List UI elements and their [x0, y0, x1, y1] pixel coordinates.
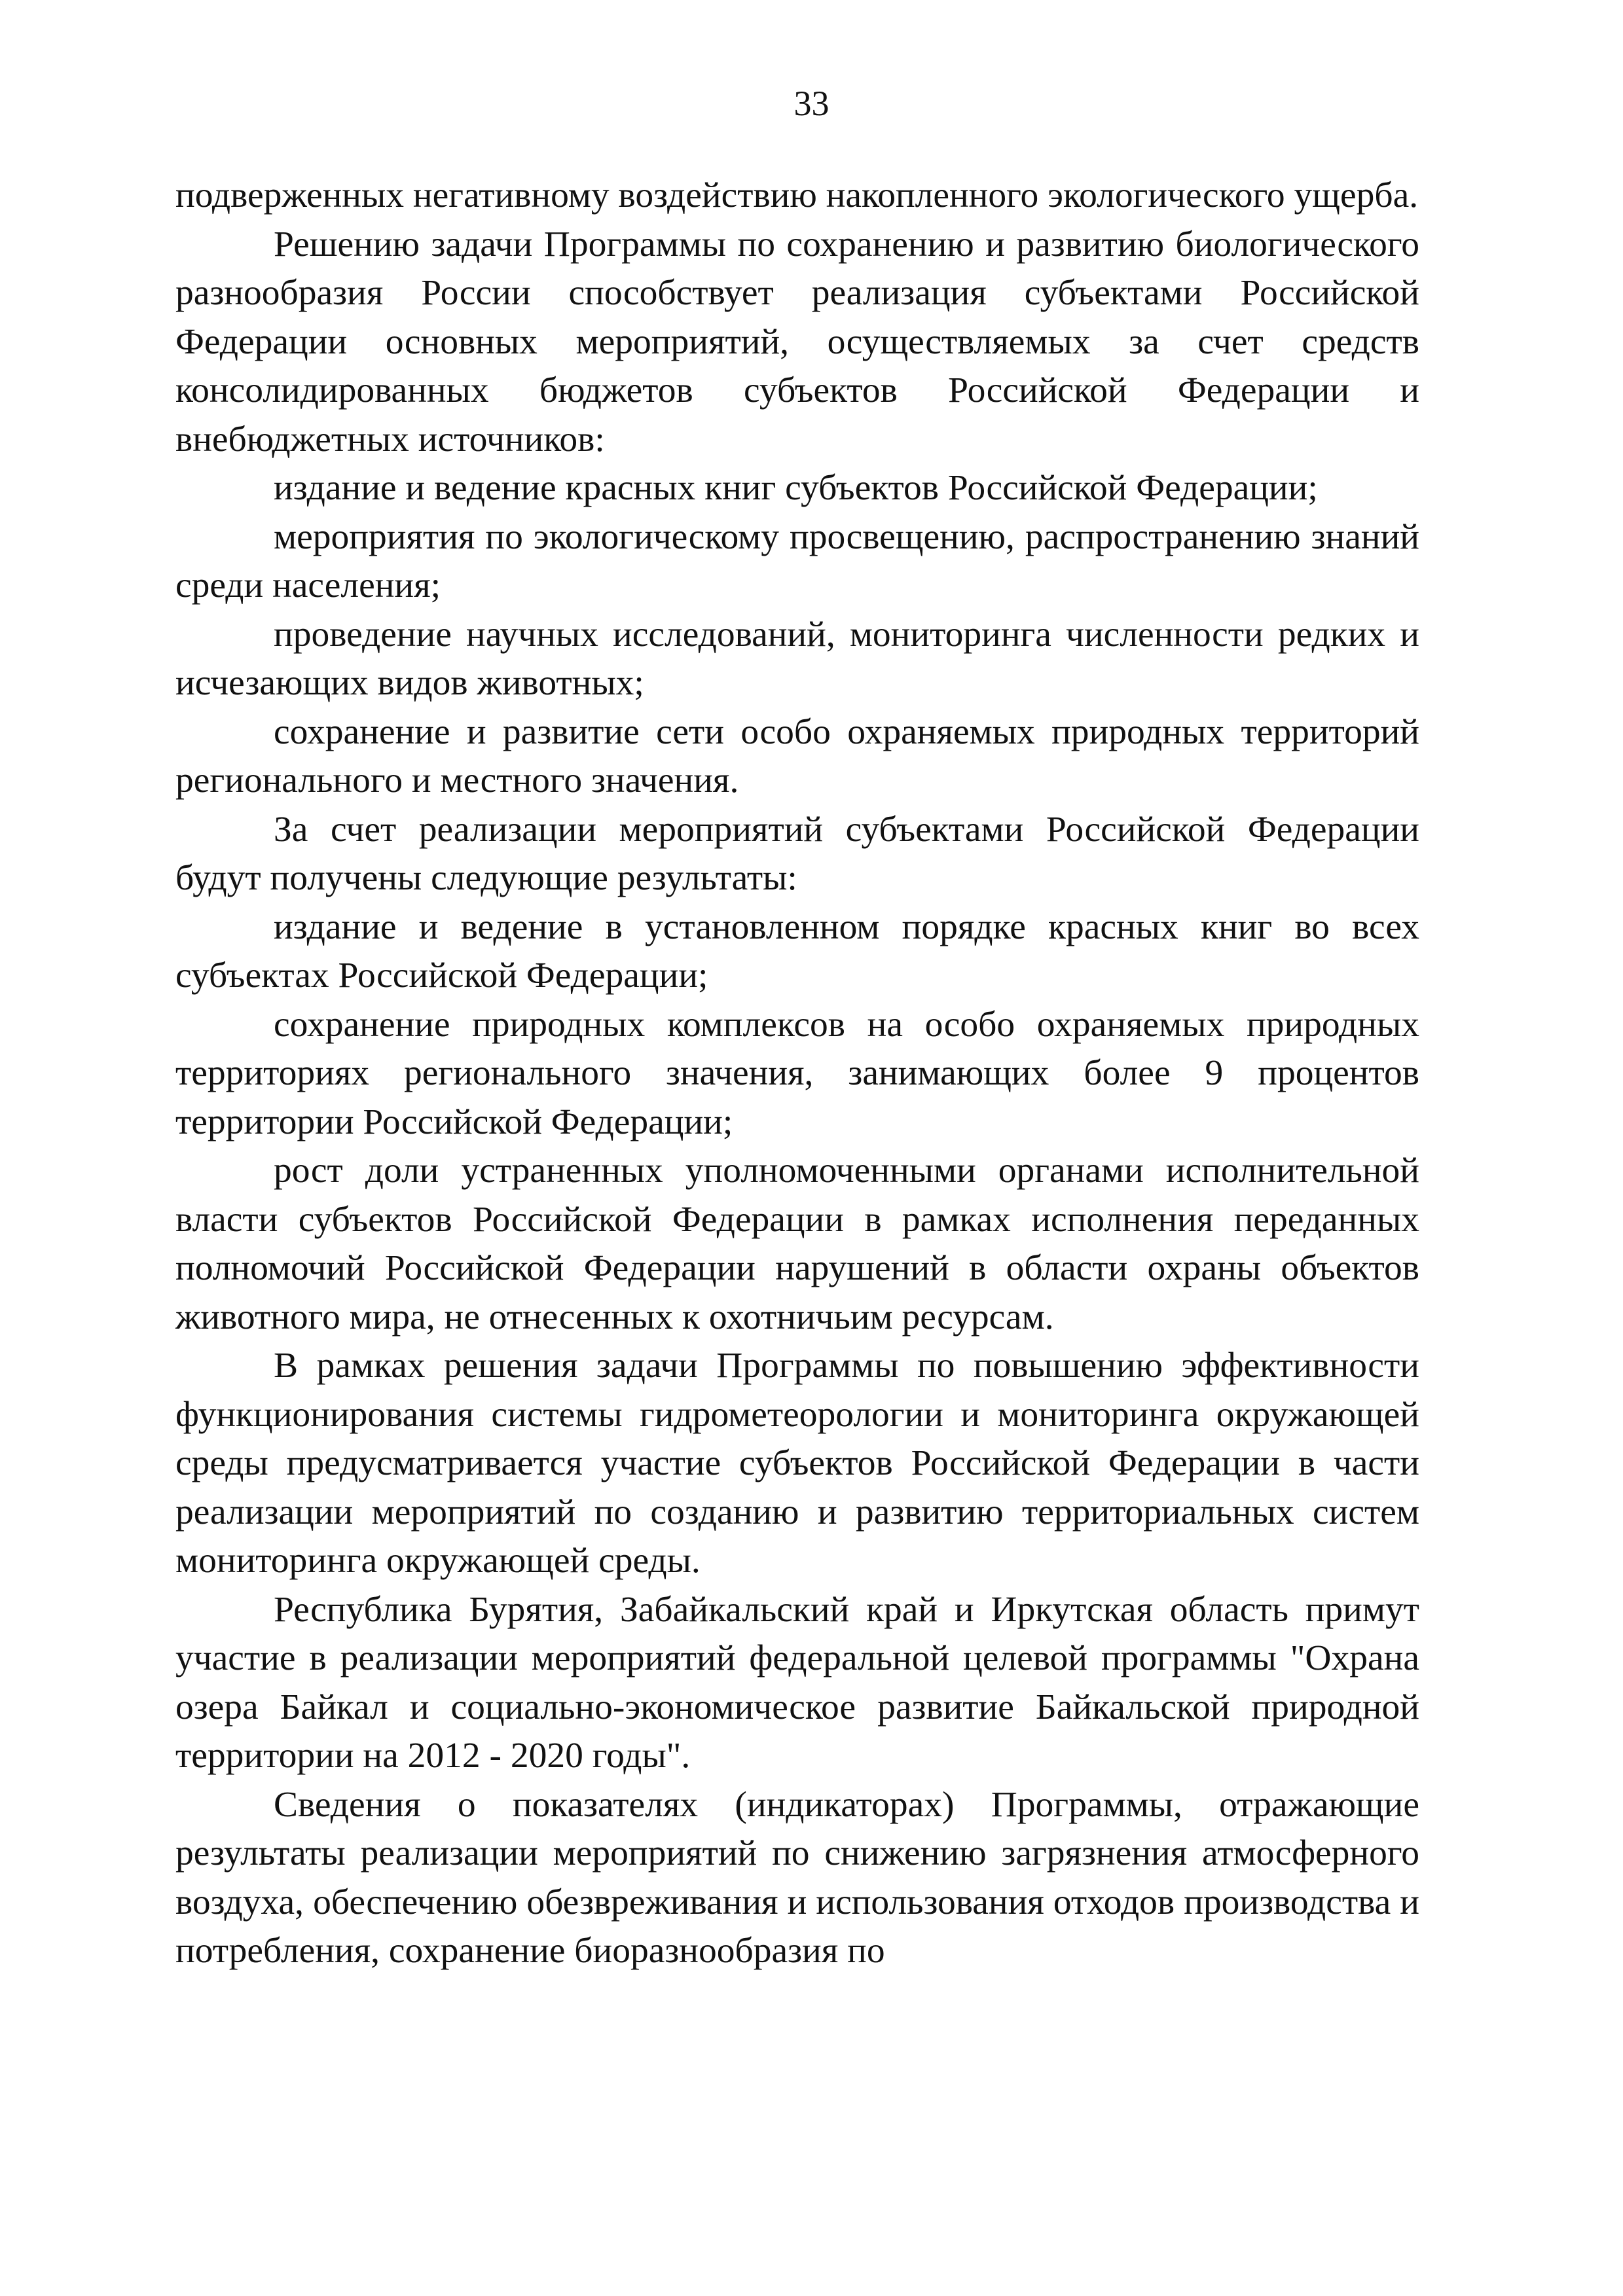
- list-item-red-books: издание и ведение красных книг субъектов Российской Федерации;: [274, 468, 1318, 508]
- paragraph-biodiversity-task: Решению задачи Программы по сохранению и развитию биологического разнообразия России способствует реализация субъектами Российской Федерации основных мероприятий, осуществляемых за счет средств консолидированных бюджетов субъектов Российской Федерации и внебюджетных источников:: [175, 224, 1419, 459]
- list-item-eco-education: мероприятия по экологическому просвещению, распространению знаний среди населения;: [175, 516, 1419, 605]
- paragraph-indicators: Сведения о показателях (индикаторах) Программы, отражающие результаты реализации мероприятий по снижению загрязнения атмосферного воздуха, обеспечению обезвреживания и использования отходов производства и потребления, сохранение биоразнообразия по: [175, 1784, 1419, 1971]
- paragraph-results-intro: За счет реализации мероприятий субъектами Российской Федерации будут получены следующие результаты:: [175, 809, 1419, 898]
- paragraph-monitoring-task: В рамках решения задачи Программы по повышению эффективности функционирования системы гидрометеорологии и мониторинга окружающей среды предусматривается участие субъектов Российской Федерации в части реализации мероприятий по созданию и развитию территориальных систем мониторинга окружающей среды.: [175, 1346, 1419, 1581]
- list-item-research: проведение научных исследований, мониторинга численности редких и исчезающих видов животных;: [175, 614, 1419, 703]
- result-item-red-books: издание и ведение в установленном порядке красных книг во всех субъектах Российской Федерации;: [175, 906, 1419, 996]
- result-item-violations: рост доли устраненных уполномоченными органами исполнительной власти субъектов Российской Федерации в рамках исполнения переданных полномочий Российской Федерации нарушений в области охраны объектов животного мира, не отнесенных к охотничьим ресурсам.: [175, 1151, 1419, 1337]
- result-item-natural-complexes: сохранение природных комплексов на особо охраняемых природных территориях регионального значения, занимающих более 9 процентов территории Российской Федерации;: [175, 1004, 1419, 1142]
- page-number: 33: [793, 84, 830, 123]
- paragraph-baikal-program: Республика Бурятия, Забайкальский край и Иркутская область примут участие в реализации мероприятий федеральной целевой программы "Охрана озера Байкал и социально-экономическое развитие Байкальской природной территории на 2012 - 2020 годы".: [175, 1589, 1419, 1776]
- paragraph-continuation: подверженных негативному воздействию накопленного экологического ущерба.: [175, 175, 1419, 215]
- document-body: [175, 171, 1419, 1976]
- list-item-protected-areas: сохранение и развитие сети особо охраняемых природных территорий регионального и местного значения.: [175, 711, 1419, 800]
